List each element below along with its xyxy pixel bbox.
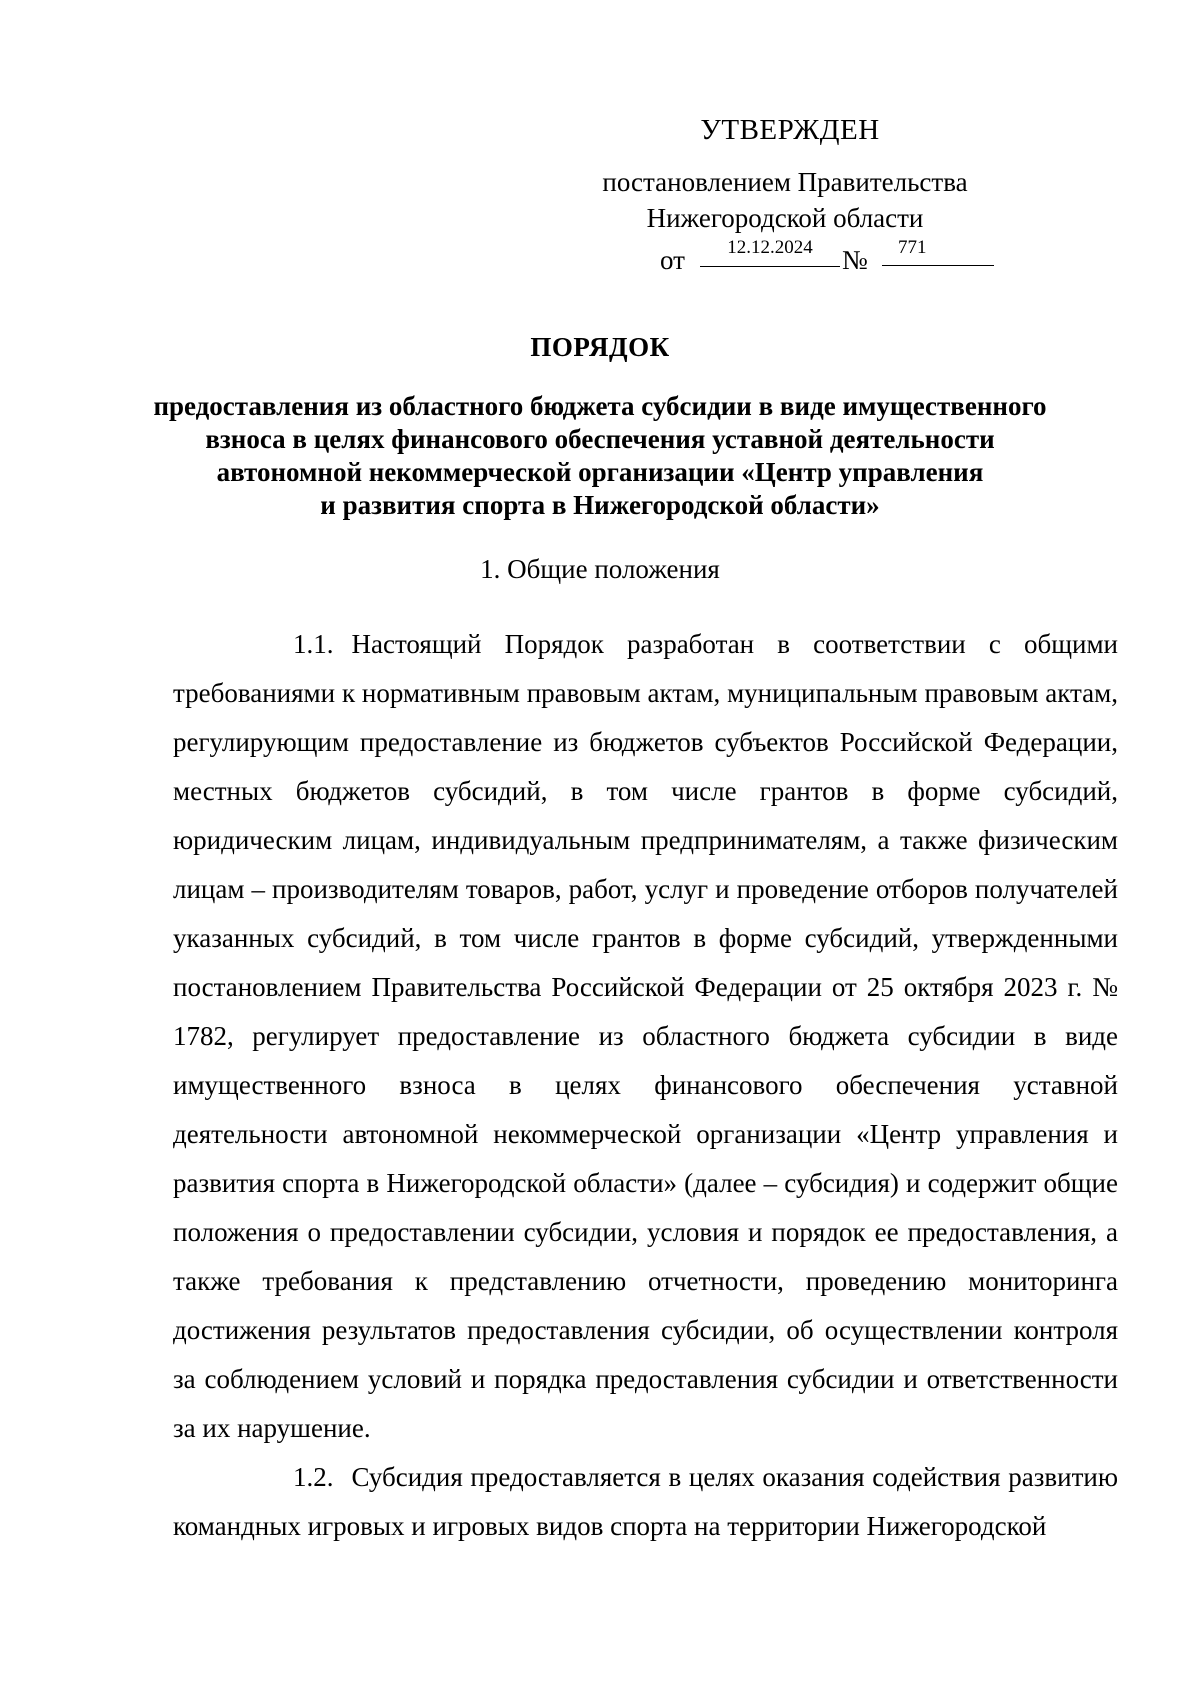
approval-number: 771 — [882, 238, 994, 266]
document-subtitle — [150, 390, 1050, 522]
paragraph-1-2 — [173, 1453, 1118, 1551]
paragraph-text: Настоящий Порядок разработан в соответствии с общими требованиями к нормативным правовым актам, муниципальным правовым актам, регулирующим предоставление из бюджетов субъектов Российской Федерации, местных бюджетов субсидий, в том числе грантов в форме субсидий, юридическим лицам, индивидуальным предпринимателям, а также физическим лицам – производителям товаров, работ, услуг и проведение отборов получателей указанных субсидий, в том числе грантов в форме субсидий, утвержденными постановлением Правительства Российской Федерации от 25 октября 2023 г. № 1782, регулирует предоставление из областного бюджета субсидии в виде имущественного взноса в целях финансового обеспечения уставной деятельности автономной некоммерческой организации «Центр управления и развития спорта в Нижегородской области» (далее – субсидия) и содержит общие положения о предоставлении субсидии, условия и порядок ее предоставления, а также требования к представлению отчетности, проведению мониторинга достижения результатов предоставления субсидии, об осуществлении контроля за соблюдением условий и порядка предоставления субсидии и ответственности за их нарушение. — [173, 629, 1118, 1443]
subtitle-line-3: автономной некоммерческой организации «Центр управления — [216, 457, 984, 487]
section-heading: 1. Общие положения — [480, 554, 720, 584]
body-text — [173, 620, 1118, 1551]
paragraph-number: 1.1. — [293, 629, 334, 659]
subtitle-line-2: взноса в целях финансового обеспечения уставной деятельности — [205, 424, 995, 454]
document-title: ПОРЯДОК — [530, 332, 670, 362]
paragraph-number: 1.2. — [293, 1462, 334, 1492]
approval-stamp — [560, 112, 1010, 278]
subtitle-line-1: предоставления из областного бюджета субсидии в виде имущественного — [153, 391, 1047, 421]
subtitle-line-4: и развития спорта в Нижегородской области» — [320, 490, 880, 520]
approval-line-2: Нижегородской области — [646, 203, 924, 233]
approval-date-line — [560, 238, 1010, 278]
paragraph-text: Субсидия предоставляется в целях оказания содействия развитию командных игровых и игровых видов спорта на территории Нижегородской — [173, 1462, 1118, 1541]
approval-line-1: постановлением Правительства — [602, 167, 968, 197]
paragraph-1-1 — [173, 620, 1118, 1453]
number-sign: № — [842, 245, 868, 275]
approval-date: 12.12.2024 — [700, 238, 840, 267]
date-prefix: от — [660, 245, 685, 275]
approved-label: УТВЕРЖДЕН — [700, 114, 880, 146]
